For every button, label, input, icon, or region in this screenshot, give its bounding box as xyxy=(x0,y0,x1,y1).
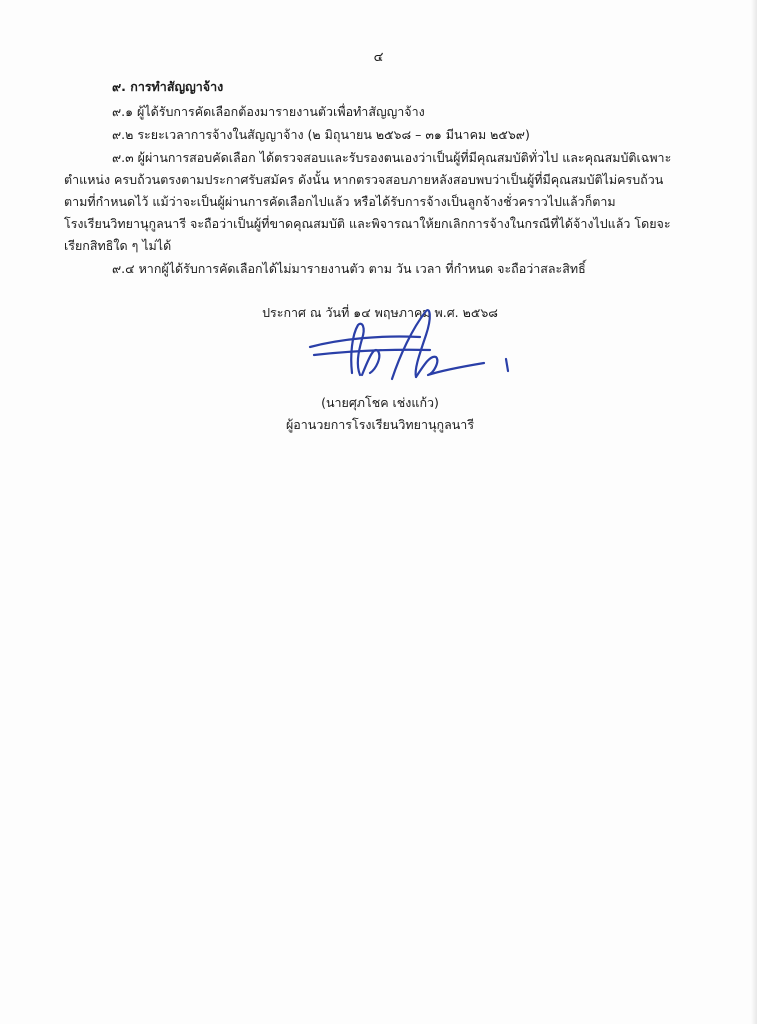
signature-icon xyxy=(300,295,520,395)
item-9-3-line-1: ๙.๓ ผู้ผ่านการสอบคัดเลือก ได้ตรวจสอบและรับรองตนเองว่าเป็นผู้ที่มีคุณสมบัติทั่วไป และคุณสมบัติเฉพาะ xyxy=(112,150,672,165)
signer-title: ผู้อานวยการโรงเรียนวิทยานุกูลนารี xyxy=(285,417,475,432)
page-edge-shadow xyxy=(751,0,757,1024)
section-heading: ๙. การทำสัญญาจ้าง xyxy=(112,79,224,94)
item-9-3-line-4: โรงเรียนวิทยานุกูลนารี จะถือว่าเป็นผู้ที่ขาดคุณสมบัติ และพิจารณาให้ยกเลิกการจ้างในกรณีที่ได้จ้างไปแล้ว โดยจะ xyxy=(64,216,671,231)
item-9-1: ๙.๑ ผู้ได้รับการคัดเลือกต้องมารายงานตัวเพื่อทำสัญญาจ้าง xyxy=(112,104,425,119)
page-number: ๔ xyxy=(373,50,384,65)
announcement-date: ประกาศ ณ วันที่ ๑๔ พฤษภาคม พ.ศ. ๒๕๖๘ xyxy=(262,305,498,320)
item-9-3-line-5: เรียกสิทธิใด ๆ ไม่ได้ xyxy=(64,238,172,253)
item-9-3-line-2: ตำแหน่ง ครบถ้วนตรงตามประกาศรับสมัคร ดังนั้น หากตรวจสอบภายหลังสอบพบว่าเป็นผู้ที่มีคุณสมบัติไม่ครบถ้วน xyxy=(64,172,664,187)
item-9-3-line-3: ตามที่กำหนดไว้ แม้ว่าจะเป็นผู้ผ่านการคัดเลือกไปแล้ว หรือได้รับการจ้างเป็นลูกจ้างชั่วคราวไปแล้วก็ตาม xyxy=(64,194,616,209)
item-9-2: ๙.๒ ระยะเวลาการจ้างในสัญญาจ้าง (๒ มิถุนายน ๒๕๖๘ – ๓๑ มีนาคม ๒๕๖๙) xyxy=(112,127,530,142)
signer-name: (นายศุภโชค เช่งแก้ว) xyxy=(321,395,439,410)
item-9-4: ๙.๔ หากผู้ได้รับการคัดเลือกได้ไม่มารายงานตัว ตาม วัน เวลา ที่กำหนด จะถือว่าสละสิทธิ์ xyxy=(112,261,586,276)
